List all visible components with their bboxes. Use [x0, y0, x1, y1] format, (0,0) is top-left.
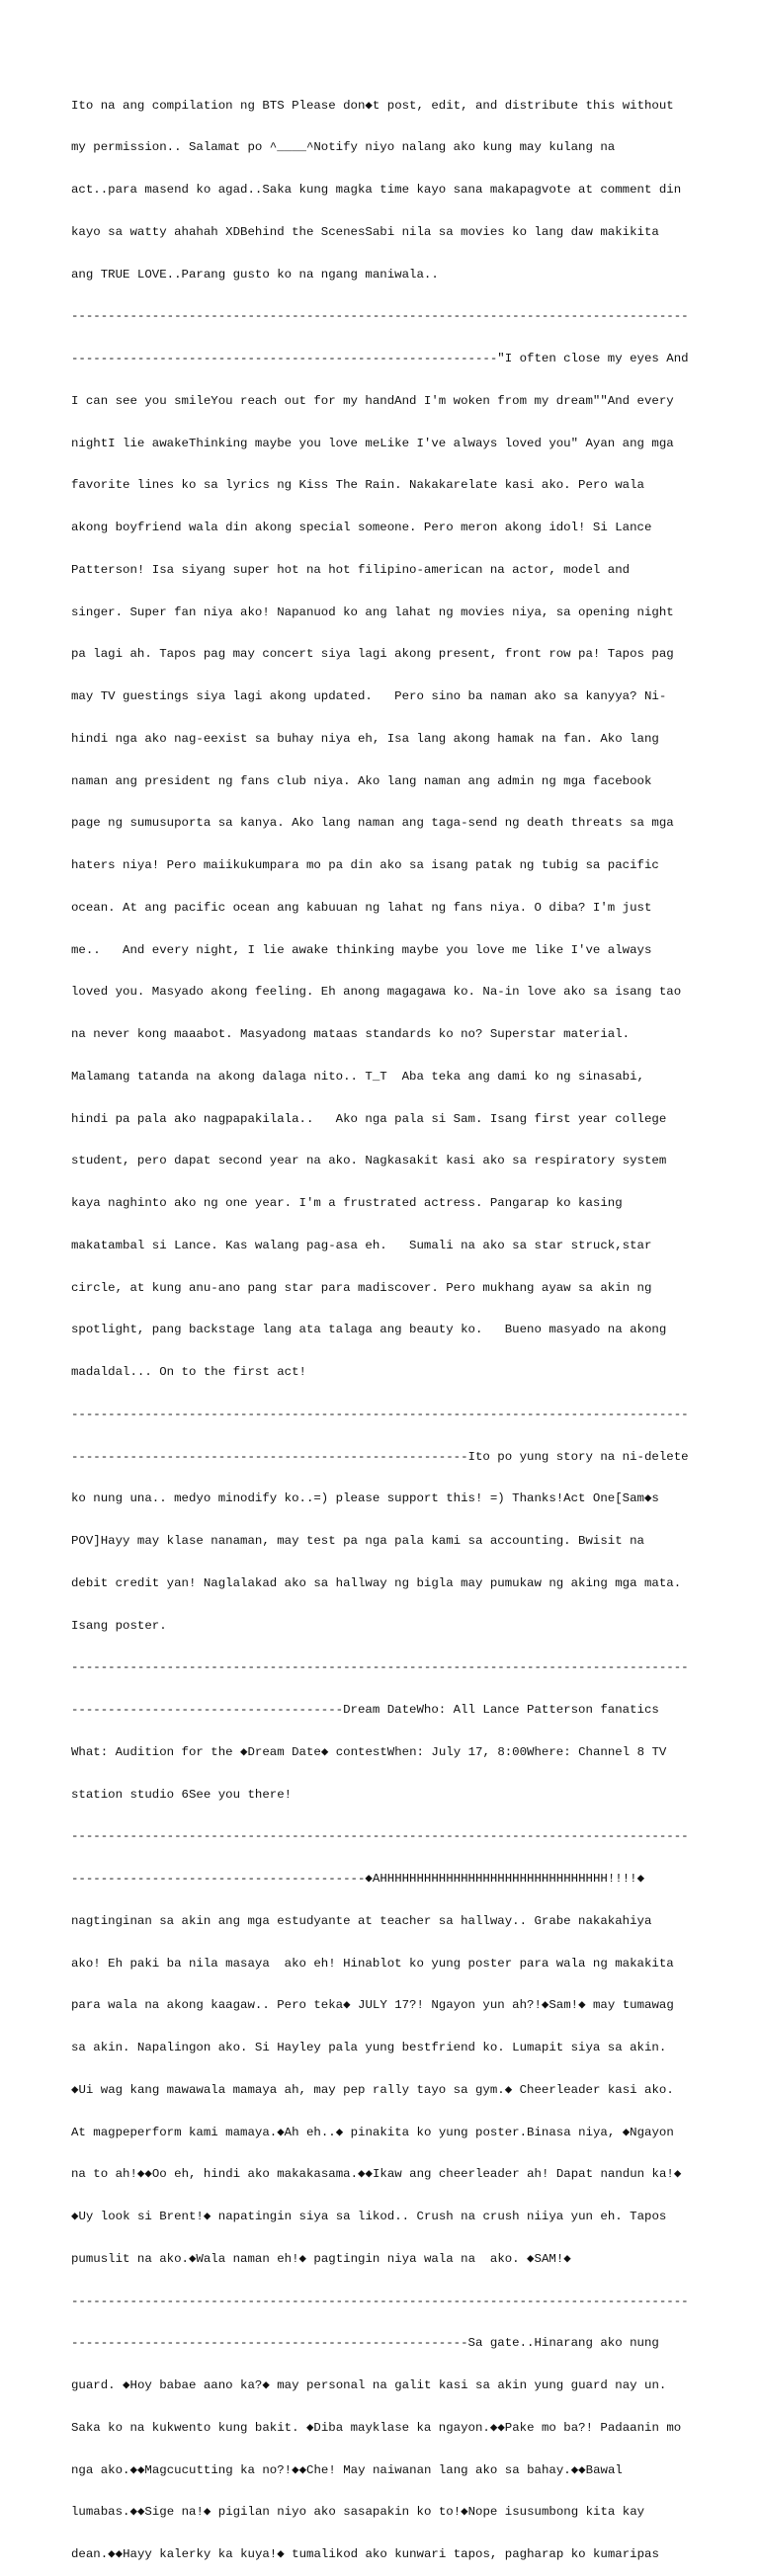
divider-line: ------------------------------------------------------------------------------------ [71, 1407, 689, 1421]
text-line: singer. Super fan niya ako! Napanuod ko ang lahat ng movies niya, sa opening night [71, 604, 674, 619]
text-line: debit credit yan! Naglalakad ako sa hallway ng bigla may pumukaw ng aking mga mata. [71, 1575, 682, 1590]
text-line: dean.◆◆Hayy kalerky ka kuya!◆ tumalikod ako kunwari tapos, pagharap ko kumaripas [71, 2547, 659, 2561]
text-line: page ng sumusuporta sa kanya. Ako lang naman ang taga-send ng death threats sa mga [71, 816, 674, 831]
text-line: ------------------------------------------------------Ito po yung story na ni-delete [71, 1449, 689, 1464]
text-line: my permission.. Salamat po ^____^Notify niyo nalang ako kung may kulang na [71, 140, 616, 155]
text-line: lumabas.◆◆Sige na!◆ pigilan niyo ako sasapakin ko to!◆Nope isusumbong kita kay [71, 2505, 645, 2520]
text-line: -------------------------------------Dream DateWho: All Lance Patterson fanatics [71, 1703, 659, 1717]
divider-line: ------------------------------------------------------------------------------------ [71, 1660, 689, 1675]
text-line: Isang poster. [71, 1618, 167, 1633]
text-line: Ito na ang compilation ng BTS Please don◆t post, edit, and distribute this without [71, 98, 674, 113]
text-line: At magpeperform kami mamaya.◆Ah eh..◆ pinakita ko yung poster.Binasa niya, ◆Ngayon [71, 2125, 674, 2139]
text-line: ◆Ui wag kang mawawala mamaya ah, may pep rally tayo sa gym.◆ Cheerleader kasi ako. [71, 2082, 674, 2097]
text-line: makatambal si Lance. Kas walang pag-asa eh. Sumali na ako sa star struck,star [71, 1238, 652, 1252]
text-line: spotlight, pang backstage lang ata talaga ang beauty ko. Bueno masyado na akong [71, 1323, 667, 1337]
text-line: na to ah!◆◆Oo eh, hindi ako makakasama.◆◆Ikaw ang cheerleader ah! Dapat nandun ka!◆ [71, 2167, 682, 2182]
text-line: guard. ◆Hoy babae aano ka?◆ may personal na galit kasi sa akin yung guard nay un. [71, 2378, 667, 2392]
text-line: nightI lie awakeThinking maybe you love meLike I've always loved you" Ayan ang mga [71, 436, 674, 450]
text-line: kayo sa watty ahahah XDBehind the ScenesSabi nila sa movies ko lang daw makikita [71, 224, 659, 239]
text-line: madaldal... On to the first act! [71, 1365, 306, 1379]
text-line: POV]Hayy may klase nanaman, may test pa nga pala kami sa accounting. Bwisit na [71, 1534, 644, 1548]
document-text [71, 70, 692, 2576]
text-line: favorite lines ko sa lyrics ng Kiss The Rain. Nakakarelate kasi ako. Pero wala [71, 478, 644, 493]
text-line: ko nung una.. medyo minodify ko..=) please support this! =) Thanks!Act One[Sam◆s [71, 1491, 659, 1506]
text-line: hindi pa pala ako nagpapakilala.. Ako nga pala si Sam. Isang first year college [71, 1111, 667, 1126]
text-line: student, pero dapat second year na ako. Nagkasakit kasi ako sa respiratory system [71, 1154, 667, 1168]
text-line: ocean. At ang pacific ocean ang kabuuan ng lahat ng fans niya. O diba? I'm just [71, 900, 652, 915]
text-line: ------------------------------------------------------Sa gate..Hinarang ako nung [71, 2336, 659, 2351]
text-line: I can see you smileYou reach out for my handAnd I'm woken from my dream""And every [71, 393, 674, 408]
text-line: ----------------------------------------◆AHHHHHHHHHHHHHHHHHHHHHHHHHHHHHHH!!!!◆ [71, 1872, 645, 1886]
text-line: kaya naghinto ako ng one year. I'm a frustrated actress. Pangarap ko kasing [71, 1196, 623, 1210]
text-line: Malamang tatanda na akong dalaga nito.. T_T Aba teka ang dami ko ng sinasabi, [71, 1069, 644, 1084]
text-line: me.. And every night, I lie awake thinking maybe you love me like I've always [71, 942, 652, 957]
text-line: ◆Uy look si Brent!◆ napatingin siya sa likod.. Crush na crush niiya yun eh. Tapos [71, 2210, 667, 2223]
text-line: station studio 6See you there! [71, 1787, 293, 1802]
text-line: nga ako.◆◆Magcucutting ka no?!◆◆Che! May naiwanan lang ako sa bahay.◆◆Bawal [71, 2462, 623, 2477]
text-line: circle, at kung anu-ano pang star para madiscover. Pero mukhang ayaw sa akin ng [71, 1280, 652, 1295]
text-line: pa lagi ah. Tapos pag may concert siya lagi akong present, front row pa! Tapos pag [71, 647, 674, 662]
text-line: haters niya! Pero maiikukumpara mo pa din ako sa isang patak ng tubig sa pacific [71, 858, 659, 872]
text-line: Saka ko na kukwento kung bakit. ◆Diba mayklase ka ngayon.◆◆Pake mo ba?! Padaanin mo [71, 2420, 682, 2435]
text-line: ang TRUE LOVE..Parang gusto ko na ngang maniwala.. [71, 267, 439, 282]
text-line: Patterson! Isa siyang super hot na hot filipino-american na actor, model and [71, 562, 631, 577]
text-line: What: Audition for the ◆Dream Date◆ contestWhen: July 17, 8:00Where: Channel 8 TV [71, 1744, 667, 1759]
text-line: sa akin. Napalingon ako. Si Hayley pala yung bestfriend ko. Lumapit siya sa akin. [71, 2041, 667, 2054]
text-line: pumuslit na ako.◆Wala naman eh!◆ pagtingin niya wala na ako. ◆SAM!◆ [71, 2251, 571, 2266]
text-line: akong boyfriend wala din akong special someone. Pero meron akong idol! Si Lance [71, 521, 652, 534]
text-line: hindi nga ako nag-eexist sa buhay niya eh, Isa lang akong hamak na fan. Ako lang [71, 731, 659, 746]
divider-line: ------------------------------------------------------------------------------------ [71, 309, 689, 324]
text-line: nagtinginan sa akin ang mga estudyante at teacher sa hallway.. Grabe nakakahiya [71, 1913, 652, 1928]
text-line: naman ang president ng fans club niya. Ako lang naman ang admin ng mga facebook [71, 773, 652, 788]
divider-line: ------------------------------------------------------------------------------------ [71, 1829, 689, 1844]
text-line: loved you. Masyado akong feeling. Eh anong magagawa ko. Na-in love ako sa isang tao [71, 985, 682, 1000]
divider-line: ------------------------------------------------------------------------------------ [71, 2294, 689, 2308]
text-line: ----------------------------------------------------------"I often close my eyes And [71, 352, 689, 365]
text-line: ako! Eh paki ba nila masaya ako eh! Hinablot ko yung poster para wala ng makakita [71, 1956, 674, 1971]
text-line: act..para masend ko agad..Saka kung magka time kayo sana makapagvote at comment din [71, 183, 682, 197]
text-line: may TV guestings siya lagi akong updated. Pero sino ba naman ako sa kanyya? Ni- [71, 689, 667, 703]
text-line: na never kong maaabot. Masyadong mataas standards ko no? Superstar material. [71, 1027, 631, 1041]
text-line: para wala na akong kaagaw.. Pero teka◆ JULY 17?! Ngayon yun ah?!◆Sam!◆ may tumawag [71, 1998, 674, 2013]
